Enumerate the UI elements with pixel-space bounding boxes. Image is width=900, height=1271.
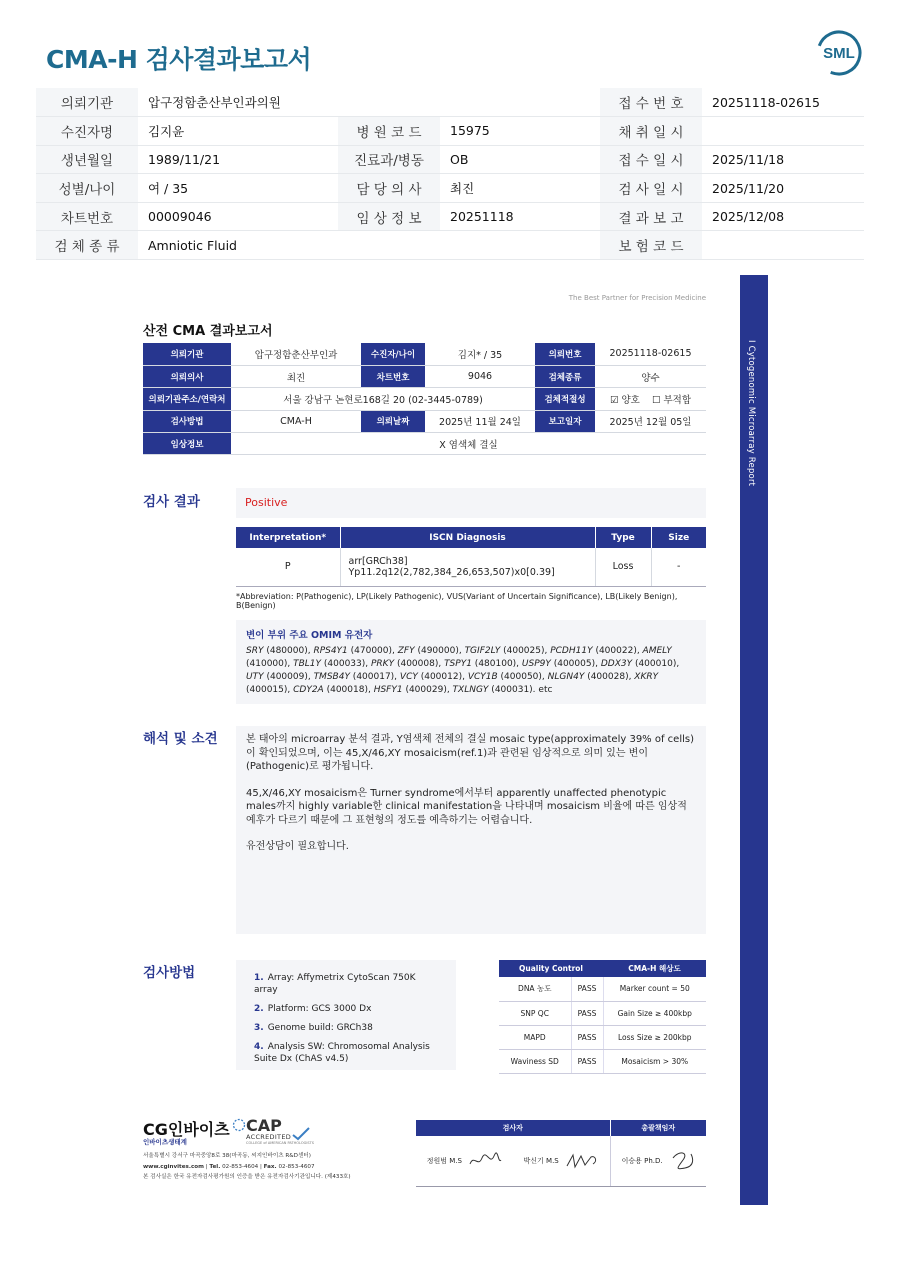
patient-info-table [36, 88, 864, 260]
method-number: 3. [254, 1023, 264, 1033]
gene-symbol: VCY [399, 672, 418, 682]
omim-gene: TSPY1 (480100), [444, 659, 522, 669]
signer-3-name: 이승용 Ph.D. [621, 1156, 663, 1165]
gene-symbol: UTY [246, 672, 264, 682]
info-label: 임 상 정 보 [338, 202, 440, 231]
th-qc: Quality Control [499, 960, 603, 977]
th-type: Type [595, 527, 651, 548]
gene-symbol: DDX3Y [600, 659, 633, 669]
info-row [36, 145, 864, 174]
label-req-no: 의뢰번호 [535, 343, 595, 365]
info-value: 15975 [440, 117, 600, 146]
info-value [440, 231, 600, 260]
info-label: 접 수 번 호 [600, 88, 702, 117]
gene-symbol: NLGN4Y [547, 672, 585, 682]
gene-id: 400033 [327, 659, 362, 669]
qc-result: PASS [571, 977, 603, 1001]
th-resolution: CMA-H 해상도 [603, 960, 706, 977]
gene-id: 400012 [424, 672, 459, 682]
gene-id: 400015 [249, 685, 284, 695]
methods-box [236, 960, 456, 1070]
gene-symbol: HSFY1 [373, 685, 403, 695]
adequacy [595, 388, 706, 410]
info-label: 담 당 의 사 [338, 174, 440, 203]
qc-row [499, 977, 706, 1001]
omim-gene: RPS4Y1 (470000), [313, 646, 398, 656]
info-label: 접 수 일 시 [600, 145, 702, 174]
interpretation-p3: 유전상담이 필요합니다. [246, 841, 349, 852]
label-doctor: 의뢰의사 [143, 365, 231, 387]
company-sub: 인바이츠생태계 [143, 1138, 187, 1146]
omim-gene: TBL1Y (400033), [293, 659, 371, 669]
label-req-date: 의뢰날짜 [361, 410, 425, 432]
gene-id: 400018 [330, 685, 365, 695]
gene-id: 400028 [590, 672, 626, 682]
gene-symbol: ZFY [397, 646, 415, 656]
info-value: 여 / 35 [138, 174, 338, 203]
info-value: 1989/11/21 [138, 145, 338, 174]
adequacy-bad: ☐ 부적합 [651, 394, 692, 406]
signer-1-name: 정원범 M.S [426, 1156, 462, 1165]
info-label: 검 사 일 시 [600, 174, 702, 203]
info-value: 2025/11/18 [702, 145, 864, 174]
method-item [254, 1003, 438, 1015]
method-item [254, 1041, 438, 1065]
omim-gene: ZFY (490000), [397, 646, 465, 656]
gene-id: 400010 [638, 659, 673, 669]
website: www.cginvites.com [143, 1163, 204, 1170]
gene-id: 470000 [354, 646, 389, 656]
info-label: 진료과/병동 [338, 145, 440, 174]
qc-res: Gain Size ≥ 400kbp [603, 1001, 706, 1025]
gene-symbol: TMSB4Y [313, 672, 350, 682]
omim-gene: TXLNGY (400031). [452, 685, 539, 695]
qc-res: Mosaicism > 30% [603, 1049, 706, 1073]
qc-name: Waviness SD [499, 1049, 571, 1073]
info-value [702, 117, 864, 146]
iscn-table [236, 527, 706, 587]
method-number: 1. [254, 973, 264, 983]
qc-name: SNP QC [499, 1001, 571, 1025]
info-row [36, 117, 864, 146]
cap-logo-text: CAP [246, 1116, 282, 1135]
gene-symbol: PRKY [371, 659, 395, 669]
info-value: 2025/12/08 [702, 202, 864, 231]
gene-id: 480000 [269, 646, 305, 656]
sidebar-label: I Cytogenomic Microarray Report [746, 340, 756, 487]
info-label: 의뢰기관 [36, 88, 138, 117]
chart: 9046 [425, 365, 535, 387]
qc-table [499, 960, 706, 1074]
cap-sub: COLLEGE of AMERICAN PATHOLOGISTS [246, 1141, 314, 1145]
omim-gene: XKRY (400015), [246, 672, 659, 695]
sml-logo [816, 30, 862, 76]
qc-name: MAPD [499, 1025, 571, 1049]
gene-id: 400022 [598, 646, 634, 656]
label-chart: 차트번호 [361, 365, 425, 387]
gene-id: 400029 [408, 685, 444, 695]
gene-symbol: TBL1Y [293, 659, 322, 669]
qc-row [499, 1025, 706, 1049]
omim-gene: HSFY1 (400029), [373, 685, 453, 695]
clinical: X 염색체 결실 [231, 433, 706, 455]
gene-id: 410000 [249, 659, 284, 669]
info-label: 차트번호 [36, 202, 138, 231]
page-title: CMA-H 검사결과보고서 [46, 45, 312, 74]
omim-gene: UTY (400009), [246, 672, 314, 682]
omim-gene: TGIF2LY (400025), [464, 646, 551, 656]
th-examiner: 검사자 [416, 1120, 610, 1136]
info-value: 00009046 [138, 202, 338, 231]
gene-symbol: AMELY [642, 646, 672, 656]
gene-symbol: RPS4Y1 [313, 646, 348, 656]
checkmark-icon [292, 1127, 310, 1141]
gene-symbol: TSPY1 [444, 659, 472, 669]
info-value: 20251118-02615 [702, 88, 864, 117]
omim-gene: NLGN4Y (400028), [547, 672, 635, 682]
method-item [254, 1022, 438, 1034]
tel: 02-853-4604 [222, 1163, 259, 1170]
omim-gene: CDY2A (400018), [293, 685, 374, 695]
iscn-value: arr[GRCh38] Yp11.2q12(2,782,384_26,653,507)x0[0.39] [340, 548, 595, 586]
contact-line: www.cginvites.com | Tel. 02-853-4604 | Fax. 02-853-4607 [143, 1163, 315, 1170]
label-req-org: 의뢰기관 [143, 343, 231, 365]
interpretation-box [236, 726, 706, 934]
info-row [36, 174, 864, 203]
gene-symbol: PCDH11Y [550, 646, 593, 656]
gene-symbol: VCY1B [467, 672, 498, 682]
qc-row [499, 1001, 706, 1025]
address: 서울 강남구 논현로168길 20 (02-3445-0789) [231, 388, 535, 410]
result-status: Positive [245, 496, 288, 509]
info-value: OB [440, 145, 600, 174]
gene-symbol: USP9Y [521, 659, 551, 669]
gene-symbol: XKRY [634, 672, 659, 682]
method-number: 4. [254, 1042, 264, 1052]
gene-id: 400050 [504, 672, 539, 682]
omim-gene: PCDH11Y (400022), [550, 646, 643, 656]
info-label: 병 원 코 드 [338, 117, 440, 146]
label-specimen: 검체종류 [535, 365, 595, 387]
info-row [36, 231, 864, 260]
info-value: Amniotic Fluid [138, 231, 338, 260]
info-value: 최진 [440, 174, 600, 203]
method-item [254, 972, 438, 996]
omim-gene: SRY (480000), [246, 646, 314, 656]
report-date: 2025년 12월 05일 [595, 410, 706, 432]
info-value [440, 88, 600, 117]
omim-box [236, 620, 706, 704]
fax: 02-853-4607 [278, 1163, 315, 1170]
qc-res: Marker count = 50 [603, 977, 706, 1001]
gene-symbol: TGIF2LY [464, 646, 501, 656]
size-value: - [651, 548, 706, 586]
info-label: 채 취 일 시 [600, 117, 702, 146]
info-label: 보 험 코 드 [600, 231, 702, 260]
section-result: 검사 결과 [143, 494, 200, 510]
methods-list [254, 972, 438, 1065]
omim-gene: USP9Y (400005), [521, 659, 601, 669]
report-title: 산전 CMA 결과보고서 [143, 324, 273, 339]
gene-id: 400025 [506, 646, 541, 656]
info-label: 결 과 보 고 [600, 202, 702, 231]
info-label: 성별/나이 [36, 174, 138, 203]
omim-gene: VCY1B (400050), [467, 672, 548, 682]
req-date: 2025년 11월 24일 [425, 410, 535, 432]
method-text: Platform: GCS 3000 Dx [267, 1004, 372, 1014]
adequacy-ok: ☑ 양호 [609, 394, 640, 406]
info-value [702, 231, 864, 260]
info-label [338, 88, 440, 117]
info-label: 검 체 종 류 [36, 231, 138, 260]
method-number: 2. [254, 1004, 264, 1014]
company-address [143, 1151, 413, 1183]
gene-symbol: TXLNGY [452, 685, 489, 695]
gene-id: 480100 [478, 659, 513, 669]
method-text: Analysis SW: Chromosomal Analysis Suite Dx (ChAS v4.5) [254, 1042, 430, 1064]
th-size: Size [651, 527, 706, 548]
gene-id: 400009 [269, 672, 305, 682]
method-text: Array: Affymetrix CytoScan 750K array [254, 973, 416, 995]
result-box [236, 488, 706, 518]
signature-1 [468, 1152, 502, 1170]
gene-id: 400008 [400, 659, 435, 669]
logo-text: SML [823, 45, 855, 62]
interp-value: P [236, 548, 340, 586]
abbreviation-note: *Abbreviation: P(Pathogenic), LP(Likely Pathogenic), VUS(Variant of Uncertain Significance), LB(Likely Benign), B(Benign) [236, 592, 678, 610]
qc-name: DNA 농도 [499, 977, 571, 1001]
tel-label: Tel. [209, 1163, 221, 1170]
qc-result: PASS [571, 1025, 603, 1049]
signer-2-name: 박신기 M.S [523, 1156, 559, 1165]
label-clinical: 임상정보 [143, 433, 231, 455]
info-value: 김지윤 [138, 117, 338, 146]
omim-gene-list [246, 645, 696, 697]
th-interpretation: Interpretation* [236, 527, 340, 548]
address-line: 서울특별시 강서구 마곡중앙8로 38(마곡동, 씨지인바이츠 R&D센터) [143, 1153, 311, 1159]
gene-id: 400031 [494, 685, 530, 695]
specimen: 양수 [595, 365, 706, 387]
signer-3 [610, 1136, 706, 1186]
tagline: The Best Partner for Precision Medicine [568, 294, 706, 302]
info-label: 생년월일 [36, 145, 138, 174]
info-row [36, 88, 864, 117]
label-report-date: 보고일자 [535, 410, 595, 432]
signature-3 [669, 1150, 695, 1172]
omim-gene: AMELY (410000), [246, 646, 672, 669]
doctor: 최진 [231, 365, 361, 387]
info-value: 2025/11/20 [702, 174, 864, 203]
gene-id: 490000 [420, 646, 456, 656]
omim-suffix: etc [538, 685, 553, 695]
qc-row [499, 1049, 706, 1073]
fax-label: Fax. [263, 1163, 277, 1170]
label-adequacy: 검체적절성 [535, 388, 595, 410]
omim-gene: PRKY (400008), [371, 659, 445, 669]
qc-result: PASS [571, 1049, 603, 1073]
omim-gene: DDX3Y (400010), [600, 659, 680, 669]
method: CMA-H [231, 410, 361, 432]
info-value: 압구정함춘산부인과의원 [138, 88, 338, 117]
label-address: 의뢰기관주소/연락처 [143, 388, 231, 410]
label-method: 검사방법 [143, 410, 231, 432]
company-logo: CG인바이츠 [143, 1120, 230, 1139]
interpretation-p1: 본 태아의 microarray 분석 결과, Y염색체 전체의 결실 mosaic type(approximately 39% of cells)이 확인되었으며, 이는 45,X/46,XY mosaicism(ref.1)과 관련된 임상적으로 의미 있는 변이(Pathogenic)로 평가됩니다. [246, 734, 694, 772]
th-director: 총괄책임자 [610, 1120, 706, 1136]
omim-gene: VCY (400012), [399, 672, 468, 682]
signature-2 [565, 1152, 599, 1170]
cap-accredited: ACCREDITED [246, 1133, 292, 1141]
cert-line: 본 검사실은 한국 유전자검사평가원의 인증을 받은 유전자검사기관입니다. (제433호) [143, 1174, 351, 1180]
qc-result: PASS [571, 1001, 603, 1025]
omim-gene: TMSB4Y (400017), [313, 672, 400, 682]
info-label: 수진자명 [36, 117, 138, 146]
patient: 김지* / 35 [425, 343, 535, 365]
gene-symbol: CDY2A [293, 685, 324, 695]
cap-logo-icon [232, 1118, 246, 1132]
gene-id: 400005 [557, 659, 592, 669]
interpretation-p2: 45,X/46,XY mosaicism은 Turner syndrome에서부터 apparently unaffected phenotypic males까지 highly variable한 clinical manifestation을 나타내며 mosaicism 비율에 따른 임상적 예후가 다르기 때문에 그 표현형의 정도를 예측하기는 어렵습니다. [246, 787, 687, 826]
signature-table [416, 1120, 706, 1187]
th-iscn: ISCN Diagnosis [340, 527, 595, 548]
section-interpretation: 해석 및 소견 [143, 731, 218, 747]
gene-id: 400017 [356, 672, 391, 682]
report-info-table [143, 343, 706, 455]
signer-2 [513, 1136, 610, 1186]
info-row [36, 202, 864, 231]
req-no: 20251118-02615 [595, 343, 706, 365]
label-patient: 수진자/나이 [361, 343, 425, 365]
info-value: 20251118 [440, 202, 600, 231]
signer-1 [416, 1136, 513, 1186]
req-org: 압구정함춘산부인과 [231, 343, 361, 365]
type-value: Loss [595, 548, 651, 586]
gene-symbol: SRY [246, 646, 264, 656]
section-methods: 검사방법 [143, 965, 196, 981]
qc-res: Loss Size ≥ 200kbp [603, 1025, 706, 1049]
info-label [338, 231, 440, 260]
method-text: Genome build: GRCh38 [267, 1023, 373, 1033]
omim-title: 변이 부위 주요 OMIM 유전자 [246, 630, 373, 641]
